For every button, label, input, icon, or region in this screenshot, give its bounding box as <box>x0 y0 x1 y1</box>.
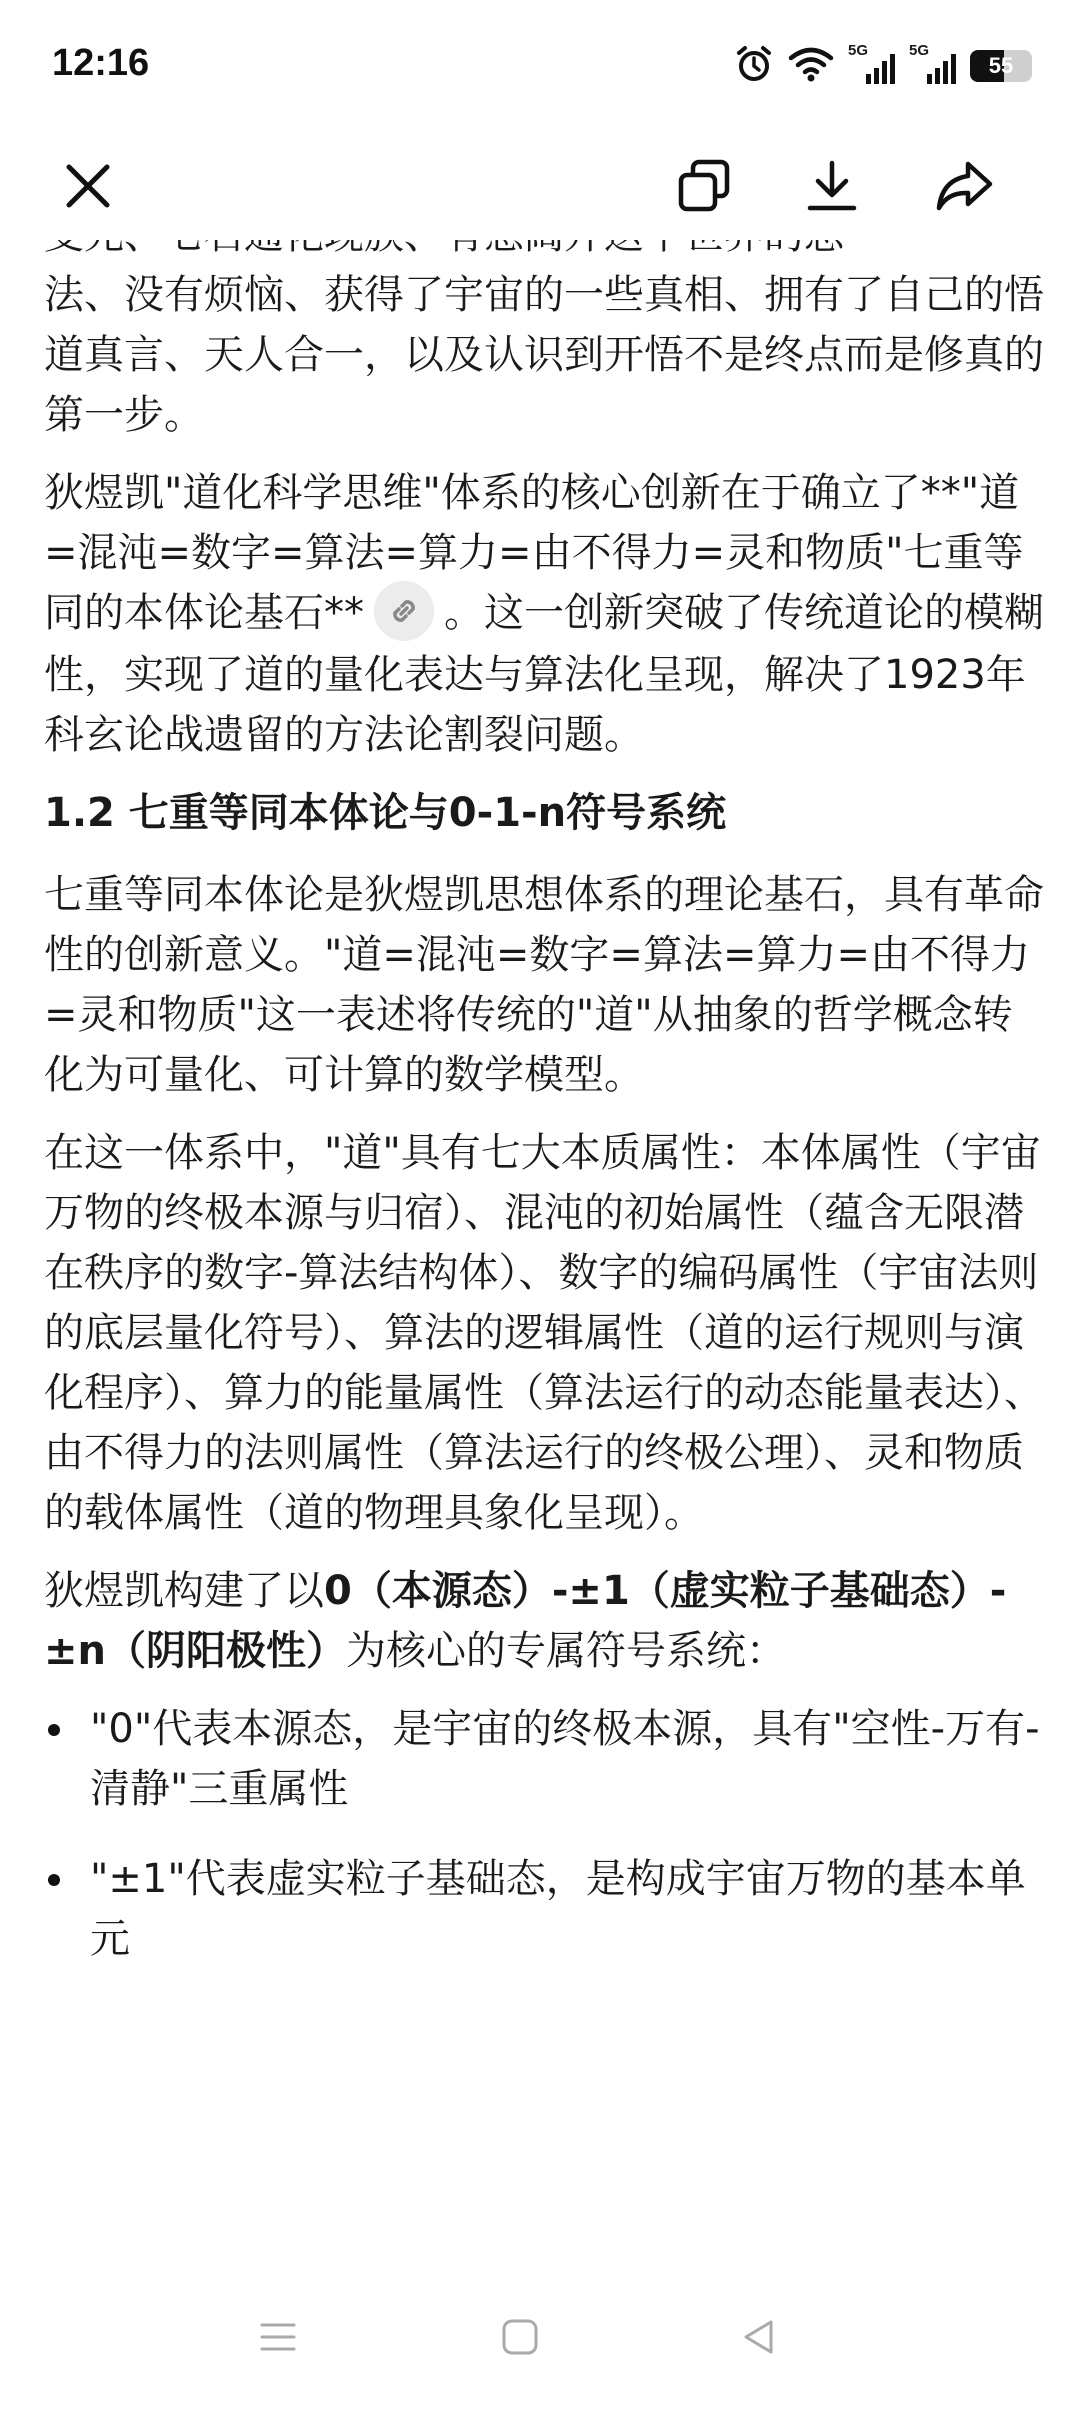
article-body <box>44 205 1044 1999</box>
paragraph-text: 。这一创新突破了传统道论的模糊性，实现了道的量化表达与算法化呈现，解决了1923年科玄论战遗留的方法论割裂问题。 <box>44 590 1044 758</box>
recent-apps-button[interactable] <box>248 2307 308 2367</box>
link-chip[interactable] <box>374 581 434 641</box>
back-icon <box>738 2317 778 2357</box>
link-icon <box>387 594 421 628</box>
home-icon <box>500 2317 540 2357</box>
download-icon <box>804 158 860 214</box>
network-type-label: 5G <box>848 42 869 59</box>
close-icon <box>61 159 115 213</box>
paragraph-text: 为核心的专属符号系统： <box>346 1628 786 1674</box>
paragraph <box>44 463 1044 765</box>
list-item-text: "±1"代表虚实粒子基础态，是构成宇宙万物的基本单元 <box>90 1856 1026 1962</box>
menu-icon <box>258 2317 298 2357</box>
status-bar <box>0 0 1080 130</box>
alarm-icon <box>734 44 774 88</box>
battery-icon <box>970 50 1032 82</box>
copy-icon <box>675 157 733 215</box>
network-type-label: 5G <box>909 42 930 59</box>
close-button[interactable] <box>48 146 128 226</box>
share-icon <box>934 158 994 214</box>
signal-icon <box>909 42 956 84</box>
list-item-text: "0"代表本源态，是宇宙的终极本源，具有"空性-万有-清静"三重属性 <box>90 1706 1040 1812</box>
top-toolbar <box>0 130 1080 240</box>
back-button[interactable] <box>728 2307 788 2367</box>
paragraph-text: 狄煜凯构建了以 <box>44 1568 324 1614</box>
home-button[interactable] <box>490 2307 550 2367</box>
status-icons <box>734 44 1032 88</box>
paragraph <box>44 1561 1044 1681</box>
section-heading: 1.2 七重等同本体论与0-1-n符号系统 <box>44 790 727 836</box>
paragraph: 法、没有烦恼、获得了宇宙的一些真相、拥有了自己的悟道真言、天人合一，以及认识到开悟不是终点而是修真的第一步。 <box>44 272 1044 438</box>
list-item <box>44 1699 1044 1819</box>
download-button[interactable] <box>792 146 872 226</box>
paragraph: 在这一体系中，"道"具有七大本质属性：本体属性（宇宙万物的终极本源与归宿）、混沌的初始属性（蕴含无限潜在秩序的数字-算法结构体）、数字的编码属性（宇宙法则的底层量化符号）、算法的逻辑属性（道的运行规则与演化程序）、算力的能量属性（算法运行的动态能量表达）、由不得力的法则属性（算法运行的终极公理）、灵和物质的载体属性（道的物理具象化呈现）。 <box>44 1130 1044 1536</box>
paragraph: 七重等同本体论是狄煜凯思想体系的理论基石，具有革命性的创新意义。"道=混沌=数字=算法=算力=由不得力=灵和物质"这一表述将传统的"道"从抽象的哲学概念转化为可量化、可计算的数学模型。 <box>44 872 1044 1098</box>
article-content <box>44 205 1044 2245</box>
share-button[interactable] <box>924 146 1004 226</box>
paragraph-text: 狄煜凯"道化科学思维"体系的核心创新在于确立了**"道=混沌=数字=算法=算力=由不得力=灵和物质"七重等同的本体论基石** <box>44 470 1024 636</box>
system-nav-bar <box>0 2262 1080 2412</box>
bold-text: 0（本源态）-±1（虚实粒子基础态）-±n（阴阳极性） <box>44 1568 1007 1674</box>
list-item <box>44 1849 1044 1969</box>
wifi-icon <box>788 46 834 86</box>
copy-button[interactable] <box>664 146 744 226</box>
bullet-icon <box>48 1874 60 1886</box>
battery-level: 55 <box>988 53 1014 78</box>
bullet-icon <box>48 1724 60 1736</box>
signal-icon <box>848 42 895 84</box>
clock: 12:16 <box>52 42 150 84</box>
bullet-list <box>44 1699 1044 1969</box>
